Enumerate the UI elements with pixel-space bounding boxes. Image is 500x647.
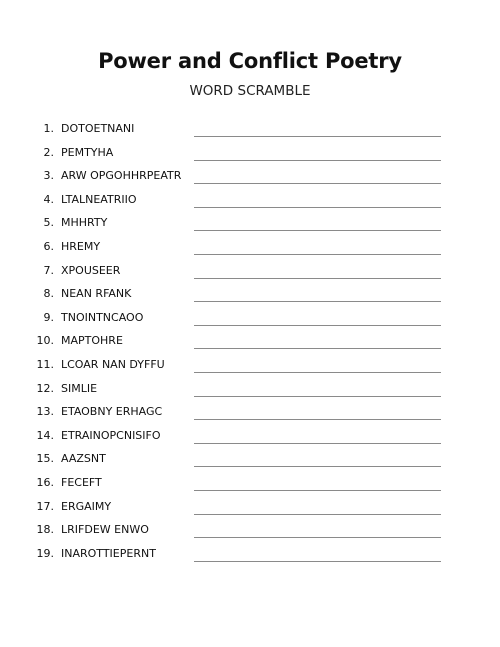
answer-line[interactable] — [194, 325, 441, 326]
scrambled-word: LRIFDEW ENWO — [61, 523, 149, 537]
scrambled-word: TNOINTNCAOO — [61, 310, 144, 324]
answer-line[interactable] — [194, 466, 441, 467]
scrambled-word: ERGAIMY — [61, 499, 112, 513]
scrambled-word: ETRAINOPCNISIFO — [61, 428, 161, 442]
scramble-list — [0, 119, 500, 567]
scrambled-word: ARW OPGOHHRPEATR — [61, 169, 182, 183]
item-number: 12. — [36, 381, 54, 395]
item-number: 2. — [43, 145, 54, 159]
page-subtitle: WORD SCRAMBLE — [189, 83, 311, 99]
item-number: 18. — [36, 523, 54, 537]
answer-line[interactable] — [194, 419, 441, 420]
scrambled-word: NEAN RFANK — [61, 287, 132, 301]
scrambled-word: AAZSNT — [61, 452, 106, 466]
item-number: 10. — [36, 334, 54, 348]
answer-line[interactable] — [194, 372, 441, 373]
item-number: 14. — [36, 428, 54, 442]
list-item — [0, 426, 500, 450]
scrambled-word: ETAOBNY ERHAGC — [61, 405, 163, 419]
scrambled-word: HREMY — [61, 239, 101, 253]
list-item — [0, 261, 500, 285]
list-item — [0, 237, 500, 261]
item-number: 1. — [43, 122, 54, 135]
scrambled-word: SIMLIE — [61, 381, 98, 395]
item-number: 6. — [43, 239, 54, 253]
list-item — [0, 379, 500, 403]
list-item — [0, 544, 500, 568]
scrambled-word: INAROTTIEPERNT — [61, 546, 156, 560]
list-item — [0, 190, 500, 214]
scrambled-word: DOTOETNANI — [61, 122, 135, 135]
list-item — [0, 497, 500, 521]
list-item — [0, 308, 500, 332]
scrambled-word: PEMTYHA — [61, 145, 114, 159]
scrambled-word: LCOAR NAN DYFFU — [61, 357, 165, 371]
list-item — [0, 449, 500, 473]
item-number: 9. — [43, 310, 54, 324]
item-number: 8. — [43, 287, 54, 301]
item-number: 13. — [36, 405, 54, 419]
answer-line[interactable] — [194, 278, 441, 279]
list-item — [0, 520, 500, 544]
list-item — [0, 355, 500, 379]
item-number: 7. — [43, 263, 54, 277]
item-number: 5. — [43, 216, 54, 230]
page-title: Power and Conflict Poetry — [98, 49, 402, 73]
item-number: 11. — [36, 357, 54, 371]
scrambled-word: LTALNEATRIIO — [61, 192, 137, 206]
item-number: 19. — [36, 546, 54, 560]
answer-line[interactable] — [194, 230, 441, 231]
scrambled-word: XPOUSEER — [61, 263, 121, 277]
list-item — [0, 143, 500, 167]
answer-line[interactable] — [194, 136, 441, 137]
item-number: 17. — [36, 499, 54, 513]
answer-line[interactable] — [194, 443, 441, 444]
answer-line[interactable] — [194, 254, 441, 255]
item-number: 16. — [36, 475, 54, 489]
answer-line[interactable] — [194, 301, 441, 302]
scrambled-word: MHHRTY — [61, 216, 108, 230]
list-item — [0, 473, 500, 497]
answer-line[interactable] — [194, 561, 441, 562]
answer-line[interactable] — [194, 396, 441, 397]
list-item — [0, 402, 500, 426]
list-item — [0, 284, 500, 308]
list-item — [0, 166, 500, 190]
list-item — [0, 213, 500, 237]
scrambled-word: FECEFT — [61, 475, 102, 489]
answer-line[interactable] — [194, 183, 441, 184]
answer-line[interactable] — [194, 537, 441, 538]
scrambled-word: MAPTOHRE — [61, 334, 123, 348]
answer-line[interactable] — [194, 490, 441, 491]
item-number: 4. — [43, 192, 54, 206]
answer-line[interactable] — [194, 348, 441, 349]
answer-line[interactable] — [194, 160, 441, 161]
item-number: 15. — [36, 452, 54, 466]
item-number: 3. — [43, 169, 54, 183]
list-item — [0, 119, 500, 143]
list-item — [0, 331, 500, 355]
answer-line[interactable] — [194, 514, 441, 515]
answer-line[interactable] — [194, 207, 441, 208]
